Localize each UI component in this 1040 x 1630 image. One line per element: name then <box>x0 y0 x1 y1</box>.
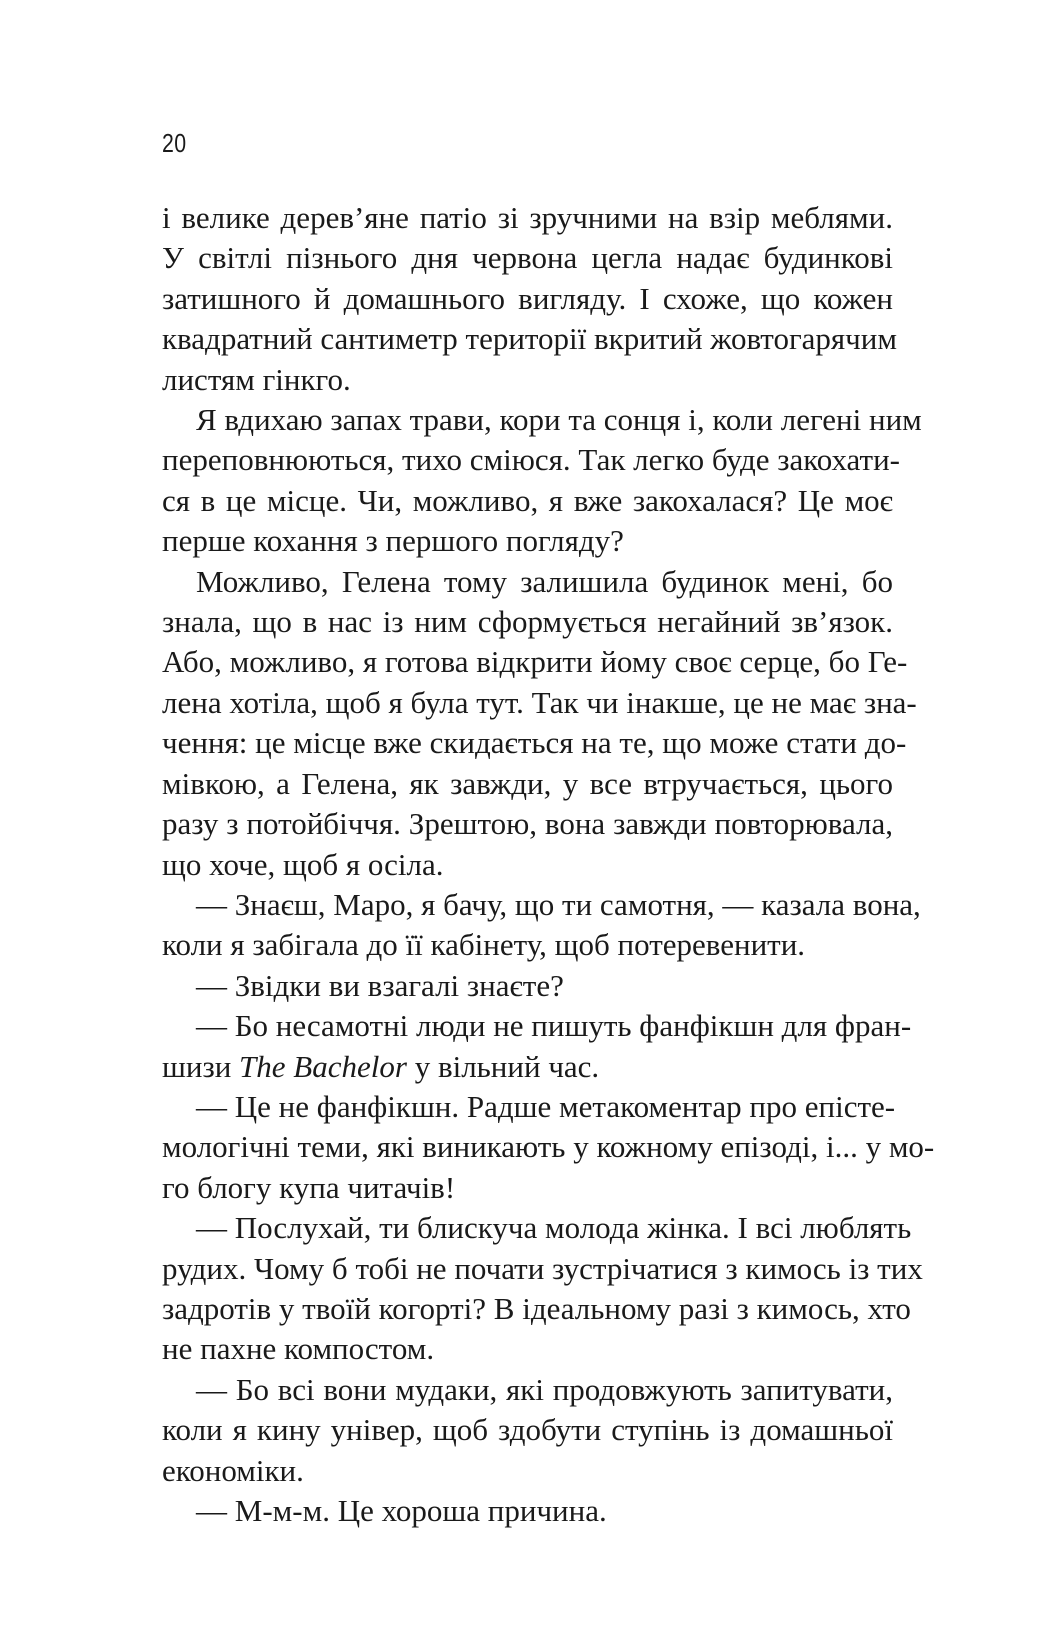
show-title: The Bachelor <box>239 1048 407 1084</box>
body-text <box>162 198 935 1531</box>
text-segment: у вільний час. <box>406 1048 600 1084</box>
text-line: знала, що в нас із ним сформується негайний зв’язок. <box>162 604 893 640</box>
text-line: го блогу купа читачів! <box>162 1169 456 1205</box>
text-line: рудих. Чому б тобі не почати зустрічатися з кимось із тих <box>162 1250 923 1286</box>
text-line: — Бо всі вони мудаки, які продовжують запитувати, <box>196 1371 893 1407</box>
text-line: листям гінкго. <box>162 361 351 397</box>
text-line: Я вдихаю запах трави, кори та сонця і, коли легені ним <box>196 402 922 438</box>
text-line: мівкою, а Гелена, як завжди, у все втручається, цього <box>162 765 893 801</box>
text-line: ся в це місце. Чи, можливо, я вже закохалася? Це моє <box>162 482 893 518</box>
text-line: задротів у твоїй когорті? В ідеальному разі з кимось, хто <box>162 1290 911 1326</box>
text-line: перше кохання з першого погляду? <box>162 523 624 559</box>
text-line: — М-м-м. Це хороша причина. <box>196 1493 607 1528</box>
text-line: Або, можливо, я готова відкрити йому своє серце, бо Ге- <box>162 644 908 680</box>
text-line: коли я кину універ, щоб здобути ступінь із домашньої <box>162 1412 893 1448</box>
text-line: переповнюються, тихо сміюся. Так легко буде закохати- <box>162 442 900 478</box>
text-line: — Знаєш, Маро, я бачу, що ти самотня, — казала вона, <box>196 886 921 922</box>
text-line: разу з потойбіччя. Зрештою, вона завжди повторювала, <box>162 806 893 842</box>
text-line: квадратний сантиметр території вкритий жовтогарячим <box>162 321 897 357</box>
text-line: економіки. <box>162 1452 304 1488</box>
text-line: коли я забігала до її кабінету, щоб потеревенити. <box>162 927 806 963</box>
text-line: — Звідки ви взагалі знаєте? <box>196 967 564 1003</box>
text-line: мологічні теми, які виникають у кожному епізоді, і... у мо- <box>162 1129 935 1165</box>
text-line: що хоче, щоб я осіла. <box>162 846 444 882</box>
text-line <box>162 1047 893 1087</box>
text-line: У світлі пізнього дня червона цегла надає будинкові <box>162 240 893 276</box>
text-line: затишного й домашнього вигляду. І схоже, що кожен <box>162 280 893 316</box>
text-line: — Бо несамотні люди не пишуть фанфікшн для фран- <box>196 1008 912 1044</box>
text-segment: шизи <box>162 1048 240 1084</box>
text-line: — Послухай, ти блискуча молода жінка. І всі люблять <box>196 1210 912 1246</box>
text-line: чення: це місце вже скидається на те, що може стати до- <box>162 725 907 761</box>
text-line: — Це не фанфікшн. Радше метакоментар про епісте- <box>196 1088 896 1124</box>
text-line: Можливо, Гелена тому залишила будинок мені, бо <box>196 563 893 599</box>
text-line: і велике дерев’яне патіо зі зручними на взір меблями. <box>162 200 893 235</box>
text-line: не пахне компостом. <box>162 1331 435 1367</box>
page-number: 20 <box>162 128 187 158</box>
text-line: лена хотіла, щоб я була тут. Так чи інакше, це не має зна- <box>162 684 917 720</box>
